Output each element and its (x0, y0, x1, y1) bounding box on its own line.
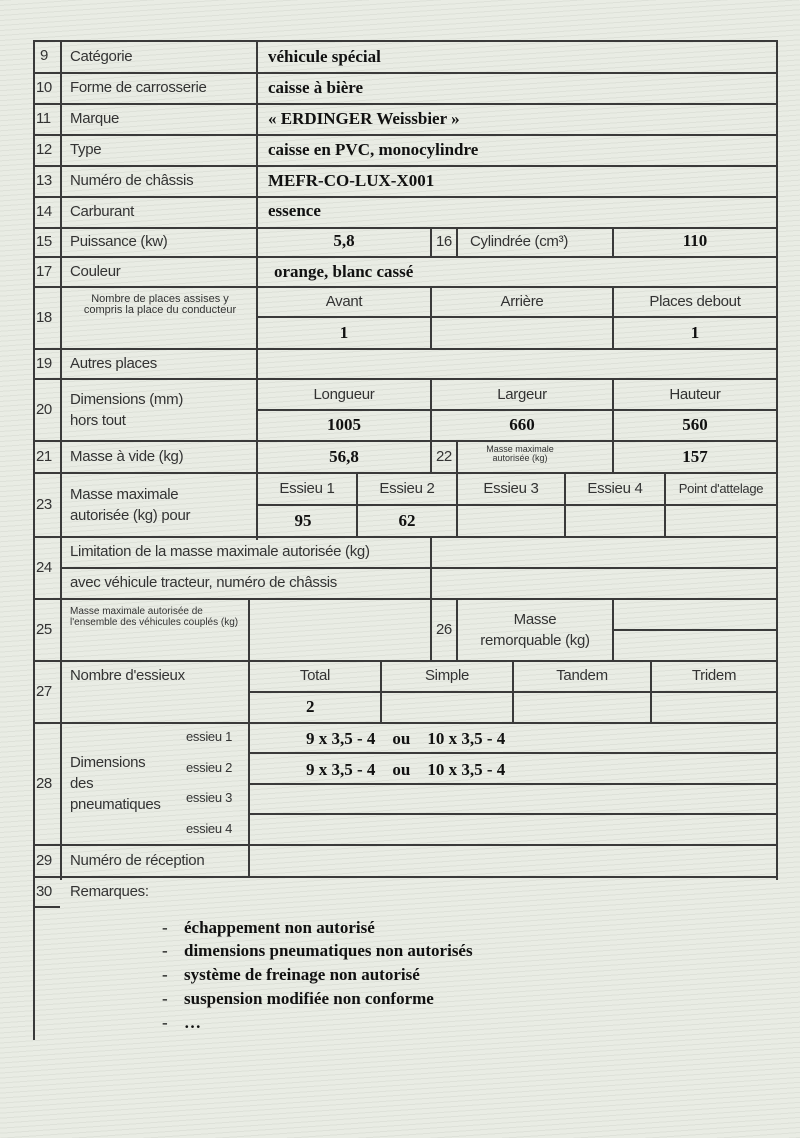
row-line (33, 227, 778, 229)
divider (248, 722, 250, 876)
value-places-debout: 1 (690, 323, 700, 342)
remark-item (162, 989, 434, 1009)
divider (456, 440, 458, 472)
field-label-nombre-essieux: Nombre d'essieux (70, 667, 185, 684)
row-line (33, 844, 778, 846)
remark-bullet: - (162, 918, 168, 937)
field-label-dimensions-pneu: Dimensions (70, 754, 146, 771)
divider (430, 536, 432, 598)
field-label-cylindree: Cylindrée (cm³) (470, 233, 569, 250)
row-number: 27 (36, 683, 52, 700)
field-label-masse: Masse (513, 611, 557, 628)
divider (248, 752, 778, 754)
row-number: 19 (36, 355, 52, 372)
field-label-puissance: Puissance (kw) (70, 233, 168, 250)
row-number: 23 (36, 496, 52, 513)
row-number: 16 (436, 233, 452, 250)
row-number: 18 (36, 309, 52, 326)
row-number: 21 (36, 448, 52, 465)
value-pneu-essieu-2: 9 x 3,5 - 4 ou 10 x 3,5 - 4 (306, 760, 506, 779)
header-largeur: Largeur (497, 386, 547, 403)
value-pneu-essieu-1: 9 x 3,5 - 4 ou 10 x 3,5 - 4 (306, 729, 506, 748)
remark-bullet: - (162, 1013, 168, 1032)
divider (256, 316, 778, 318)
value-hauteur: 560 (682, 415, 708, 434)
row-line (33, 598, 778, 600)
row-number: 29 (36, 852, 52, 869)
row-line (33, 722, 778, 724)
header-essieu-3: Essieu 3 (483, 480, 539, 497)
row-line (33, 165, 778, 167)
row-number: 28 (36, 775, 52, 792)
field-label-autres-places: Autres places (70, 355, 157, 372)
value-largeur: 660 (509, 415, 535, 434)
field-label-limitation-masse: Limitation de la masse maximale autorisée (kg) (70, 543, 370, 560)
row-number: 20 (36, 401, 52, 418)
row-line (33, 103, 778, 105)
row-line (33, 472, 778, 474)
row-number: 12 (36, 141, 52, 158)
row-number: 11 (36, 110, 51, 127)
field-label-dimensions: Dimensions (mm) (70, 391, 184, 408)
field-label-marque: Marque (70, 110, 120, 127)
row-line (33, 134, 778, 136)
row-line (33, 378, 778, 380)
header-total: Total (299, 667, 331, 684)
row-line (33, 440, 778, 442)
value-type: caisse en PVC, monocylindre (268, 140, 479, 159)
row-number: 15 (36, 233, 52, 250)
divider (33, 906, 60, 908)
value-masse-maximale: 157 (682, 447, 708, 466)
field-label-places-assises: Nombre de places assises y compris la place du conducteur (83, 293, 237, 316)
value-categorie: véhicule spécial (268, 47, 381, 66)
header-arriere: Arrière (500, 293, 544, 310)
value-essieu-1: 95 (294, 511, 312, 530)
row-line (33, 348, 778, 350)
top-border (33, 40, 778, 42)
remark-text: échappement non autorisé (184, 918, 375, 937)
remark-text: dimensions pneumatiques non autorisés (184, 941, 473, 960)
value-numero-chassis: MEFR-CO-LUX-X001 (268, 171, 435, 190)
divider (430, 227, 432, 256)
value-masse-vide: 56,8 (329, 447, 359, 466)
field-label-couleur: Couleur (70, 263, 121, 280)
value-longueur: 1005 (327, 415, 361, 434)
header-hauteur: Hauteur (669, 386, 721, 403)
field-label-forme-carrosserie: Forme de carrosserie (70, 79, 207, 96)
divider (248, 598, 250, 660)
row-line (33, 72, 778, 74)
value-puissance: 5,8 (333, 231, 355, 250)
field-label-essieu-4: essieu 4 (186, 821, 233, 836)
value-marque: « ERDINGER Weissbier » (268, 109, 460, 128)
remark-bullet: - (162, 965, 168, 984)
field-label-remorquable: remorquable (kg) (480, 632, 590, 649)
header-essieu-1: Essieu 1 (279, 480, 335, 497)
field-label-type: Type (70, 141, 102, 158)
row-number: 30 (36, 883, 52, 900)
value-couleur: orange, blanc cassé (274, 262, 414, 281)
field-label-carburant: Carburant (70, 203, 135, 220)
field-label-autorisee-pour: autorisée (kg) pour (70, 507, 191, 524)
divider (430, 440, 432, 472)
field-label-des: des (70, 775, 94, 792)
divider (456, 598, 458, 660)
row-number: 22 (436, 448, 452, 465)
field-label-masse-vide: Masse à vide (kg) (70, 448, 184, 465)
divider (430, 598, 432, 660)
value-total-essieux: 2 (306, 697, 315, 716)
header-essieu-2: Essieu 2 (379, 480, 435, 497)
divider (248, 783, 778, 785)
header-essieu-4: Essieu 4 (587, 480, 643, 497)
remark-text: … (184, 1013, 201, 1032)
remark-text: système de freinage non autorisé (184, 965, 420, 984)
header-simple: Simple (424, 667, 470, 684)
header-places-debout: Places debout (649, 293, 741, 310)
row-number: 9 (40, 47, 48, 64)
field-label-masse-maximale: Masse maximale autorisée (kg) (486, 444, 554, 463)
field-label-remarques: Remarques: (70, 883, 149, 900)
divider (256, 504, 778, 506)
header-point-attelage: Point d'attelage (678, 481, 764, 496)
row-line (33, 536, 778, 538)
field-label-hors-tout: hors tout (70, 412, 126, 429)
value-carburant: essence (268, 201, 321, 220)
remark-bullet: - (162, 941, 168, 960)
field-label-categorie: Catégorie (70, 48, 133, 65)
row-number: 10 (36, 79, 52, 96)
field-label-essieu-1: essieu 1 (186, 729, 233, 744)
row-number: 14 (36, 203, 52, 220)
field-label-vehicule-tracteur: avec véhicule tracteur, numéro de châssis (70, 574, 338, 591)
row-line (33, 256, 778, 258)
divider (612, 629, 778, 631)
field-label-essieu-3: essieu 3 (186, 790, 233, 805)
row-line (33, 196, 778, 198)
header-tandem: Tandem (556, 667, 608, 684)
row-number: 17 (36, 263, 52, 280)
field-label-numero-reception: Numéro de réception (70, 852, 205, 869)
divider (456, 227, 458, 256)
row-number: 13 (36, 172, 52, 189)
value-essieu-2: 62 (398, 511, 416, 530)
field-label-numero-chassis: Numéro de châssis (70, 172, 194, 189)
divider (256, 409, 778, 411)
row-number: 26 (436, 621, 452, 638)
remark-item (162, 918, 375, 938)
row-line (33, 660, 778, 662)
header-longueur: Longueur (313, 386, 375, 403)
divider (60, 567, 778, 569)
row-number: 24 (36, 559, 52, 576)
remark-item (162, 965, 420, 985)
field-label-essieu-2: essieu 2 (186, 760, 233, 775)
field-label-pneumatiques: pneumatiques (70, 796, 161, 813)
value-places-avant: 1 (339, 323, 349, 342)
field-label-ensemble-couples: Masse maximale autorisée de l'ensemble des véhicules couplés (kg) (70, 606, 239, 628)
remark-item (162, 941, 473, 961)
remark-item (162, 1013, 201, 1033)
remark-bullet: - (162, 989, 168, 1008)
left-border (33, 40, 35, 1040)
row-line (33, 286, 778, 288)
header-tridem: Tridem (691, 667, 737, 684)
value-forme-carrosserie: caisse à bière (268, 78, 364, 97)
divider (248, 813, 778, 815)
value-cylindree: 110 (682, 231, 708, 250)
row-line (33, 876, 778, 878)
field-label-masse-max-autorisee: Masse maximale (70, 486, 179, 503)
remark-text: suspension modifiée non conforme (184, 989, 434, 1008)
header-avant: Avant (325, 293, 363, 310)
row-number: 25 (36, 621, 52, 638)
